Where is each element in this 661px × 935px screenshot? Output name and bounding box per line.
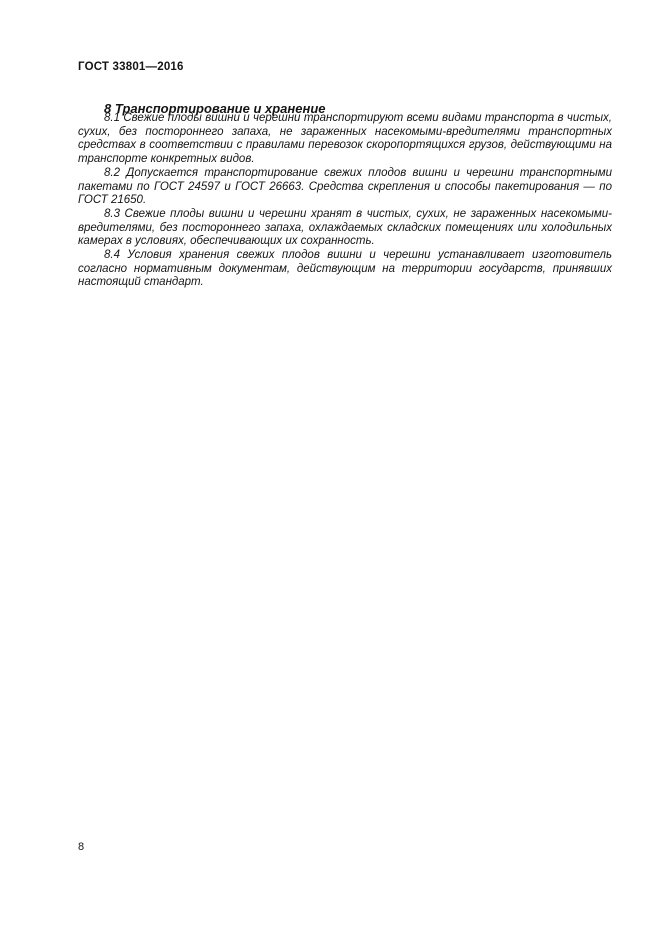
section-body xyxy=(78,112,612,290)
paragraph-8-2: 8.2 Допускается транспортирование свежих плодов вишни и черешни транспортными пакетами по ГОСТ 24597 и ГОСТ 26663. Средства скрепления и способы пакетирования — по ГОСТ 21650. xyxy=(78,166,612,207)
standard-designation: ГОСТ 33801—2016 xyxy=(78,61,184,73)
page-number: 8 xyxy=(78,841,85,853)
paragraph-8-1: 8.1 Свежие плоды вишни и черешни транспортируют всеми видами транспорта в чистых, сухих, без постороннего запаха, не зараженных насекомыми-вредителями транспортных средствах в соответствии с правилами перевозок скоропортящихся грузов, действующими на транспорте конкретных видов. xyxy=(78,112,612,166)
paragraph-8-4: 8.4 Условия хранения свежих плодов вишни и черешни устанавливает изготовитель согласно нормативным документам, действующим на территории государств, принявших настоящий стандарт. xyxy=(78,249,612,289)
section-heading: 8 Транспортирование и хранение xyxy=(104,100,326,116)
paragraph-8-3: 8.3 Свежие плоды вишни и черешни хранят в чистых, сухих, не зараженных насекомыми-вредителями, без постороннего запаха, охлаждаемых складских помещениях или холодильных камерах в условиях, обеспечивающих их сохранность. xyxy=(78,207,612,248)
